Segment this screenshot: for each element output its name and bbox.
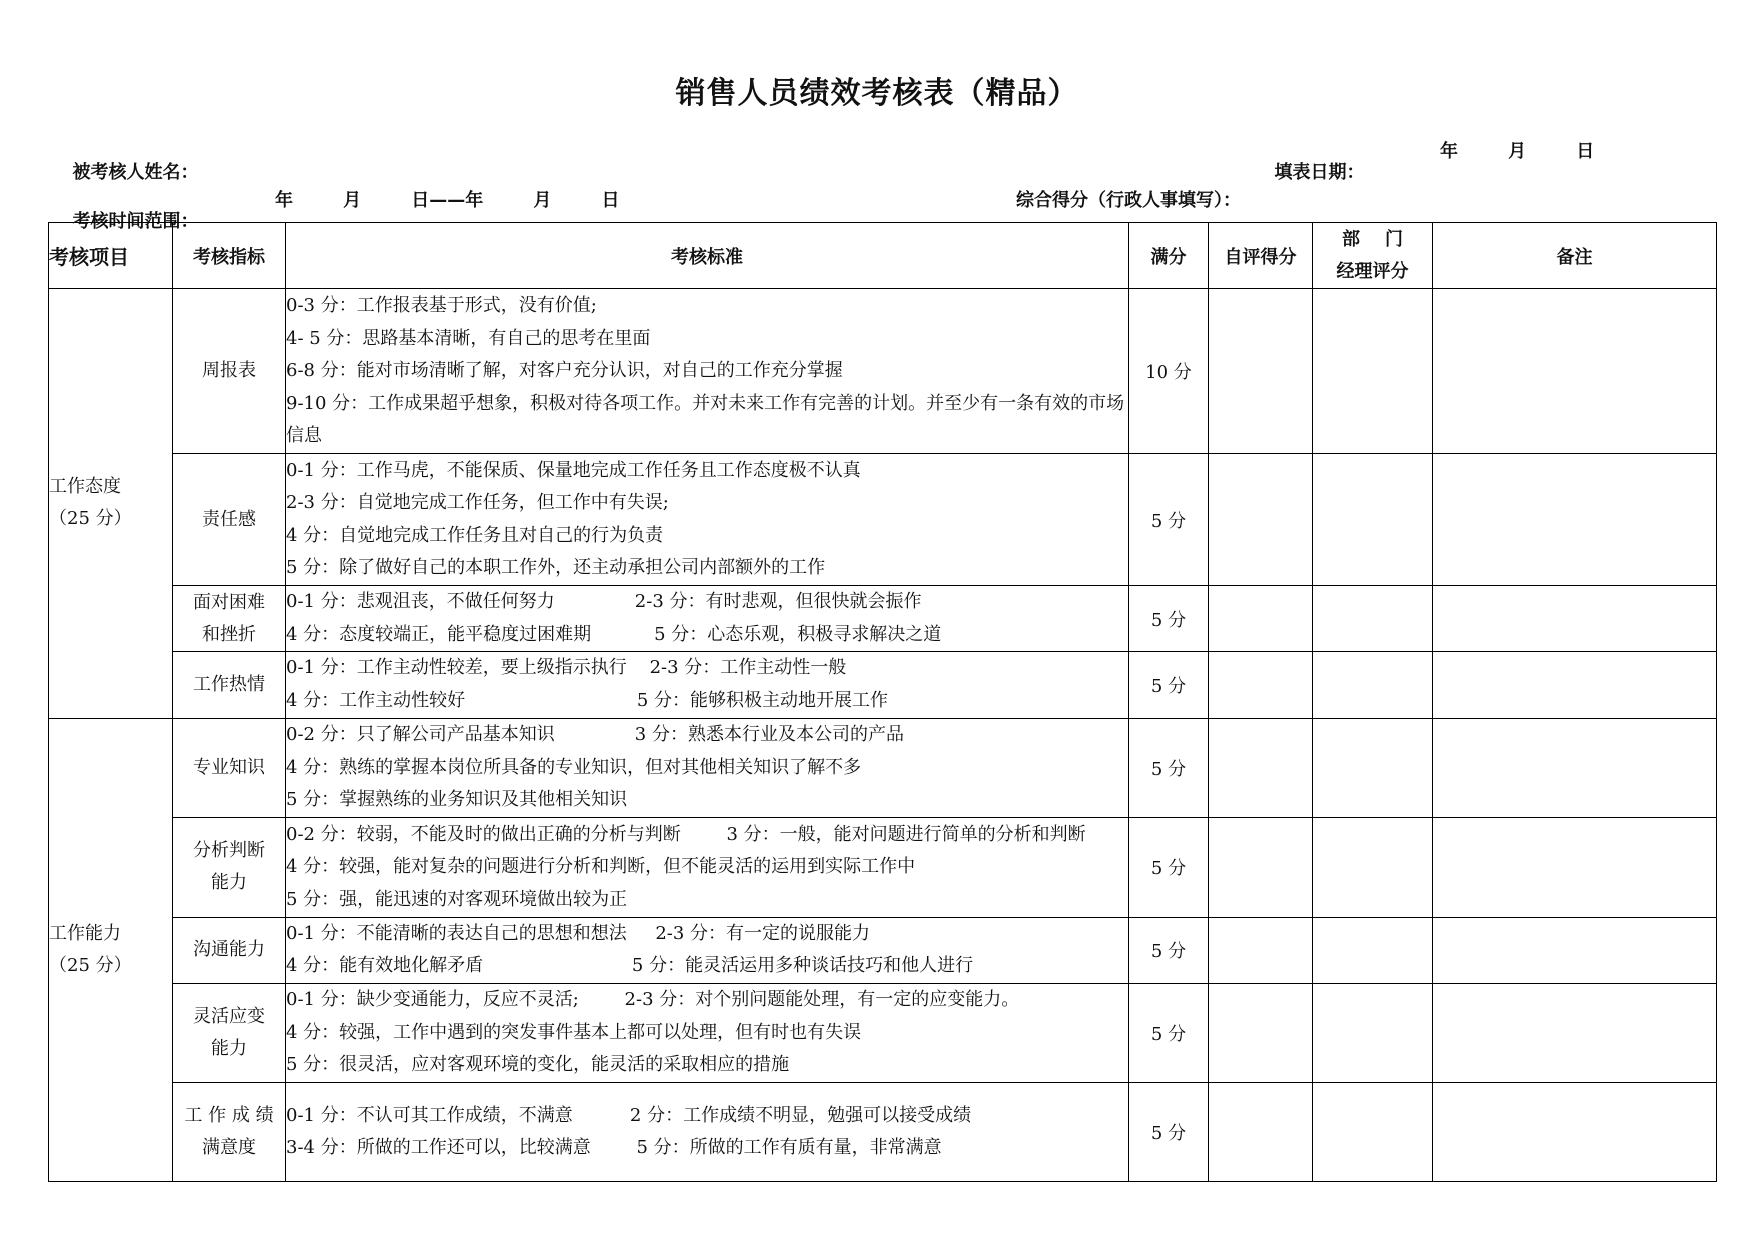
header-manager-line1: 部 门	[1341, 228, 1404, 250]
standard-line: 5 分：除了做好自己的本职工作外，还主动承担公司内部额外的工作	[286, 557, 826, 579]
page-title: 销售人员绩效考核表（精品）	[675, 76, 1079, 111]
standard-line: 5 分：掌握熟练的业务知识及其他相关知识	[286, 789, 628, 811]
remark-input[interactable]	[1433, 818, 1717, 918]
indicator-cell	[173, 917, 286, 983]
indicator-text: 工 作 成 绩	[184, 1105, 274, 1127]
indicator-text: 满意度	[202, 1137, 256, 1159]
header-indicator: 考核指标	[173, 223, 286, 289]
full-score-cell: 5 分	[1129, 585, 1209, 651]
standard-line: 5 分：强，能迅速的对客观环境做出较为正	[286, 888, 628, 910]
table-row	[49, 289, 1717, 454]
indicator-text: 沟通能力	[193, 939, 265, 961]
indicator-cell	[173, 983, 286, 1083]
standard-line: 0-1 分：工作马虎，不能保质、保量地完成工作任务且工作态度极不认真	[286, 459, 861, 481]
full-score-cell: 5 分	[1129, 454, 1209, 586]
table-row	[49, 818, 1717, 918]
standard-line: 4 分：态度较端正，能平稳度过困难期 5 分：心态乐观，积极寻求解决之道	[286, 623, 942, 645]
table-row	[49, 454, 1717, 586]
indicator-text: 能力	[211, 872, 247, 894]
indicator-text: 分析判断	[193, 840, 265, 862]
indicator-text: 能力	[211, 1038, 247, 1060]
category-name: 工作态度	[49, 476, 121, 498]
header-self-score: 自评得分	[1209, 223, 1313, 289]
table-row	[49, 1083, 1717, 1182]
indicator-text: 灵活应变	[193, 1006, 265, 1028]
indicator-text: 面对困难	[193, 591, 265, 613]
fill-date-label: 填表日期：	[1274, 162, 1365, 183]
standard-cell	[286, 718, 1129, 818]
self-score-input[interactable]	[1209, 652, 1313, 718]
full-score-cell: 5 分	[1129, 1083, 1209, 1182]
evaluation-table	[48, 222, 1717, 1182]
manager-score-input[interactable]	[1313, 818, 1433, 918]
indicator-text: 和挫折	[202, 623, 256, 645]
remark-input[interactable]	[1433, 718, 1717, 818]
manager-score-input[interactable]	[1313, 289, 1433, 454]
table-row	[49, 983, 1717, 1083]
indicator-cell	[173, 454, 286, 586]
header-manager-score	[1313, 223, 1433, 289]
standard-line: 4- 5 分：思路基本清晰，有自己的思考在里面	[286, 327, 651, 349]
period-label: 考核时间范围：	[72, 211, 199, 232]
manager-score-input[interactable]	[1313, 718, 1433, 818]
manager-score-input[interactable]	[1313, 454, 1433, 586]
standard-cell	[286, 454, 1129, 586]
standard-line: 0-1 分：不认可其工作成绩，不满意 2 分：工作成绩不明显，勉强可以接受成绩	[286, 1104, 972, 1126]
manager-score-input[interactable]	[1313, 652, 1433, 718]
remark-input[interactable]	[1433, 585, 1717, 651]
standard-line: 0-1 分：工作主动性较差，要上级指示执行 2-3 分：工作主动性一般	[286, 657, 847, 679]
category-name: 工作能力	[49, 922, 121, 944]
examinee-name-label: 被考核人姓名：	[72, 162, 199, 183]
standard-line: 5 分：很灵活，应对客观环境的变化，能灵活的采取相应的措施	[286, 1054, 790, 1076]
standard-line: 4 分：较强，工作中遇到的突发事件基本上都可以处理，但有时也有失误	[286, 1021, 862, 1043]
standard-line: 4 分：能有效地化解矛盾 5 分：能灵活运用多种谈话技巧和他人进行	[286, 955, 974, 977]
standard-line: 4 分：较强，能对复杂的问题进行分析和判断，但不能灵活的运用到实际工作中	[286, 856, 916, 878]
header-row	[49, 223, 1717, 289]
manager-score-input[interactable]	[1313, 1083, 1433, 1182]
standard-line: 9-10 分：工作成果超乎想象，积极对待各项工作。并对未来工作有完善的计划。并至少有一条有效的市场信息	[286, 392, 1125, 447]
self-score-input[interactable]	[1209, 1083, 1313, 1182]
table-row	[49, 652, 1717, 718]
header-remark: 备注	[1433, 223, 1717, 289]
standard-cell	[286, 652, 1129, 718]
indicator-text: 工作热情	[193, 673, 265, 695]
category-points: （25 分）	[49, 508, 132, 530]
indicator-text: 专业知识	[193, 756, 265, 778]
standard-line: 0-2 分：较弱，不能及时的做出正确的分析与判断 3 分：一般，能对问题进行简单的分析和判断	[286, 823, 1086, 845]
total-score-label: 综合得分（行政人事填写）：	[1016, 190, 1241, 211]
indicator-cell	[173, 652, 286, 718]
indicator-text: 责任感	[202, 508, 256, 530]
remark-input[interactable]	[1433, 652, 1717, 718]
indicator-text: 周报表	[202, 360, 256, 382]
standard-cell	[286, 1083, 1129, 1182]
self-score-input[interactable]	[1209, 454, 1313, 586]
header-manager-line2: 经理评分	[1336, 260, 1409, 282]
header-standard: 考核标准	[286, 223, 1129, 289]
table-row	[49, 718, 1717, 818]
category-points: （25 分）	[49, 954, 132, 976]
header-item: 考核项目	[49, 223, 173, 289]
fill-date-field	[1262, 137, 1365, 184]
standard-line: 0-2 分：只了解公司产品基本知识 3 分：熟悉本行业及本公司的产品	[286, 724, 904, 746]
examinee-name-field	[60, 137, 199, 184]
full-score-cell: 5 分	[1129, 652, 1209, 718]
standard-line: 4 分：熟练的掌握本岗位所具备的专业知识，但对其他相关知识了解不多	[286, 756, 862, 778]
table-row	[49, 585, 1717, 651]
standard-line: 0-1 分：缺少变通能力，反应不灵活; 2-3 分：对个别问题能处理，有一定的应变能力。	[286, 989, 1020, 1011]
standard-cell	[286, 818, 1129, 918]
remark-input[interactable]	[1433, 454, 1717, 586]
manager-score-input[interactable]	[1313, 917, 1433, 983]
standard-cell	[286, 289, 1129, 454]
indicator-cell	[173, 1083, 286, 1182]
self-score-input[interactable]	[1209, 983, 1313, 1083]
self-score-input[interactable]	[1209, 917, 1313, 983]
full-score-cell: 5 分	[1129, 917, 1209, 983]
header-full-score: 满分	[1129, 223, 1209, 289]
fill-date-parts: 年 月 日	[1440, 141, 1595, 162]
standard-line: 4 分：工作主动性较好 5 分：能够积极主动地开展工作	[286, 689, 888, 711]
standard-line: 3-4 分：所做的工作还可以，比较满意 5 分：所做的工作有质有量，非常满意	[286, 1137, 942, 1159]
remark-input[interactable]	[1433, 1083, 1717, 1182]
standard-line: 0-1 分：不能清晰的表达自己的思想和想法 2-3 分：有一定的说服能力	[286, 922, 871, 944]
standard-cell	[286, 917, 1129, 983]
remark-input[interactable]	[1433, 917, 1717, 983]
standard-line: 0-1 分：悲观沮丧，不做任何努力 2-3 分：有时悲观，但很快就会振作	[286, 591, 922, 613]
self-score-input[interactable]	[1209, 585, 1313, 651]
full-score-cell: 5 分	[1129, 983, 1209, 1083]
standard-cell	[286, 585, 1129, 651]
standard-line: 6-8 分：能对市场清晰了解，对客户充分认识，对自己的工作充分掌握	[286, 360, 843, 382]
indicator-cell	[173, 818, 286, 918]
self-score-input[interactable]	[1209, 718, 1313, 818]
self-score-input[interactable]	[1209, 818, 1313, 918]
period-parts: 年 月 日——年 月 日	[275, 190, 620, 211]
indicator-cell	[173, 585, 286, 651]
standard-line: 2-3 分：自觉地完成工作任务，但工作中有失误;	[286, 492, 669, 514]
remark-input[interactable]	[1433, 289, 1717, 454]
category-work-ability	[49, 718, 173, 1181]
category-work-attitude	[49, 289, 173, 718]
self-score-input[interactable]	[1209, 289, 1313, 454]
standard-line: 0-3 分：工作报表基于形式，没有价值;	[286, 295, 597, 317]
manager-score-input[interactable]	[1313, 585, 1433, 651]
full-score-cell: 5 分	[1129, 718, 1209, 818]
full-score-cell: 5 分	[1129, 818, 1209, 918]
manager-score-input[interactable]	[1313, 983, 1433, 1083]
standard-cell	[286, 983, 1129, 1083]
full-score-cell: 10 分	[1129, 289, 1209, 454]
indicator-cell	[173, 718, 286, 818]
standard-line: 4 分：自觉地完成工作任务且对自己的行为负责	[286, 524, 664, 546]
indicator-cell	[173, 289, 286, 454]
remark-input[interactable]	[1433, 983, 1717, 1083]
table-row	[49, 917, 1717, 983]
